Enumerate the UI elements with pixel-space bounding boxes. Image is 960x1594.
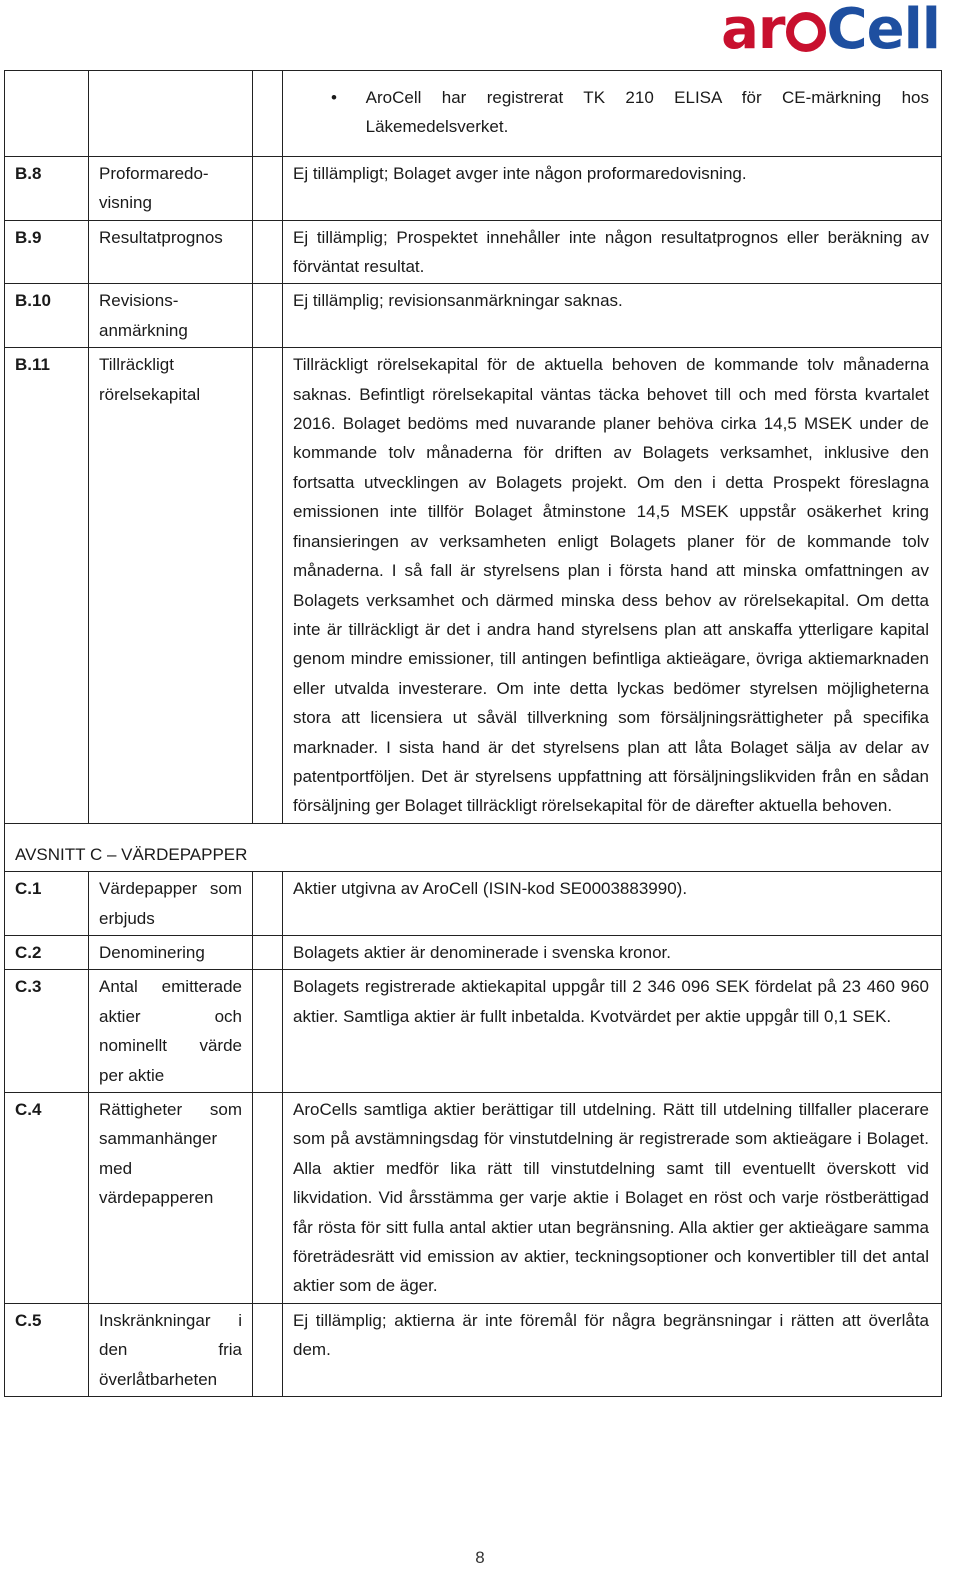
bullet-item <box>293 83 929 142</box>
row-code: B.10 <box>5 284 89 348</box>
row-code: C.1 <box>5 872 89 936</box>
table-row-b8 <box>5 156 942 220</box>
arocell-logo <box>721 0 940 62</box>
table-row-b9 <box>5 220 942 284</box>
table-row-bullet <box>5 71 942 157</box>
row-title: Tillräckligt rörelsekapital <box>89 348 253 824</box>
row-title: Resultatprognos <box>89 220 253 284</box>
row-text: Ej tillämplig; aktierna är inte föremål för några begränsningar i rätten att överlåta dem. <box>283 1303 942 1396</box>
row-code: B.11 <box>5 348 89 824</box>
summary-table <box>4 70 942 1397</box>
row-title: Rättigheter som sammanhänger med värdepapperen <box>89 1093 253 1304</box>
row-code: C.2 <box>5 935 89 969</box>
row-text: Tillräckligt rörelsekapital för de aktuella behoven de kommande tolv månaderna saknas. Befintligt rörelsekapital väntas täcka behovet till och med första kvartalet 2016. Bolaget bedöms med nuvarande planer behöva cirka 14,5 MSEK under de kommande tolv månaderna för driften av Bolagets verksamhet, inklusive den fortsatta utvecklingen av Bolagets projekt. Om den i detta Prospekt föreslagna emissionen inte tillför Bolaget åtminstone 14,5 MSEK uppstår osäkerhet kring finansieringen av verksamheten enligt Bolagets planer för de kommande tolv månaderna. I så fall är styrelsens plan i första hand att minska omfattningen av Bolagets verksamhet och därmed minska dess behov av rörelsekapital. Om detta inte är tillräckligt är det i andra hand styrelsens plan att anskaffa ytterligare kapital genom mindre emissioner, till antingen befintliga aktieägare, övriga aktiemarknaden eller utvalda investerare. Om inte detta lyckas bedömer styrelsen möjligheterna stora att licensiera ut såväl tillverkning som försäljningsrättigheter på specifika marknader. I sista hand är det styrelsens plan att låta Bolaget sälja av delar av patentportföljen. Det är styrelsens uppfattning att försäljningslikviden från en sådan försäljning ger Bolaget tillräckligt rörelsekapital för de därefter aktuella behoven. <box>283 348 942 824</box>
row-code: C.3 <box>5 970 89 1093</box>
row-text: Bolagets registrerade aktiekapital uppgår till 2 346 096 SEK fördelat på 23 460 960 aktier. Samtliga aktier är fullt inbetalda. Kvotvärdet per aktie uppgår till 0,1 SEK. <box>283 970 942 1093</box>
logo-text-part1: ar <box>721 0 785 62</box>
summary-table-container <box>4 70 942 1397</box>
table-row-b11 <box>5 348 942 824</box>
row-text: Ej tillämplig; Prospektet innehåller inte någon resultatprognos eller beräkning av förväntat resultat. <box>283 220 942 284</box>
row-text: Aktier utgivna av AroCell (ISIN-kod SE0003883990). <box>283 872 942 936</box>
row-code: B.9 <box>5 220 89 284</box>
row-title: Värdepapper som erbjuds <box>89 872 253 936</box>
row-title: Inskränkningar i den fria överlåtbarheten <box>89 1303 253 1396</box>
bullet-text: AroCell har registrerat TK 210 ELISA för CE-märkning hos Läkemedelsverket. <box>365 88 929 137</box>
row-code: B.8 <box>5 156 89 220</box>
row-title: Proformaredo-visning <box>89 156 253 220</box>
page-number: 8 <box>475 1548 485 1567</box>
table-row-c5 <box>5 1303 942 1396</box>
row-text: Ej tillämplig; revisionsanmärkningar saknas. <box>283 284 942 348</box>
row-text: AroCells samtliga aktier berättigar till utdelning. Rätt till utdelning tillfaller placerare som på avstämningsdag för vinstutdelning är registrerade som aktieägare i Bolaget. Alla aktier medför lika rätt till vinstutdelning samt till eventuellt överskott vid likvidation. Vid årsstämma ger varje aktie i Bolaget en röst och varje röstberättigad får rösta för sitt fulla antal aktier utan begränsning. Alla aktier ger aktieägare samma företrädesrätt vid emission av aktier, teckningsoptioner och konvertibler till det antal aktier som de äger. <box>283 1093 942 1304</box>
bullet-icon: • <box>331 88 337 107</box>
table-row-b10 <box>5 284 942 348</box>
table-row-c1 <box>5 872 942 936</box>
logo-text-part2: C <box>826 0 867 62</box>
table-row-c3 <box>5 970 942 1093</box>
table-row-c2 <box>5 935 942 969</box>
row-text: Ej tillämpligt; Bolaget avger inte någon proformaredovisning. <box>283 156 942 220</box>
table-row-c4 <box>5 1093 942 1304</box>
section-heading: AVSNITT C – VÄRDEPAPPER <box>5 823 942 871</box>
row-code: C.4 <box>5 1093 89 1304</box>
logo-text-part3: ell <box>866 0 940 62</box>
logo-ring-icon <box>786 12 826 52</box>
section-heading-row <box>5 823 942 871</box>
row-title: Revisions-anmärkning <box>89 284 253 348</box>
row-text: Bolagets aktier är denominerade i svenska kronor. <box>283 935 942 969</box>
row-code: C.5 <box>5 1303 89 1396</box>
row-title: Antal emitterade aktier och nominellt värde per aktie <box>89 970 253 1093</box>
row-title: Denominering <box>89 935 253 969</box>
